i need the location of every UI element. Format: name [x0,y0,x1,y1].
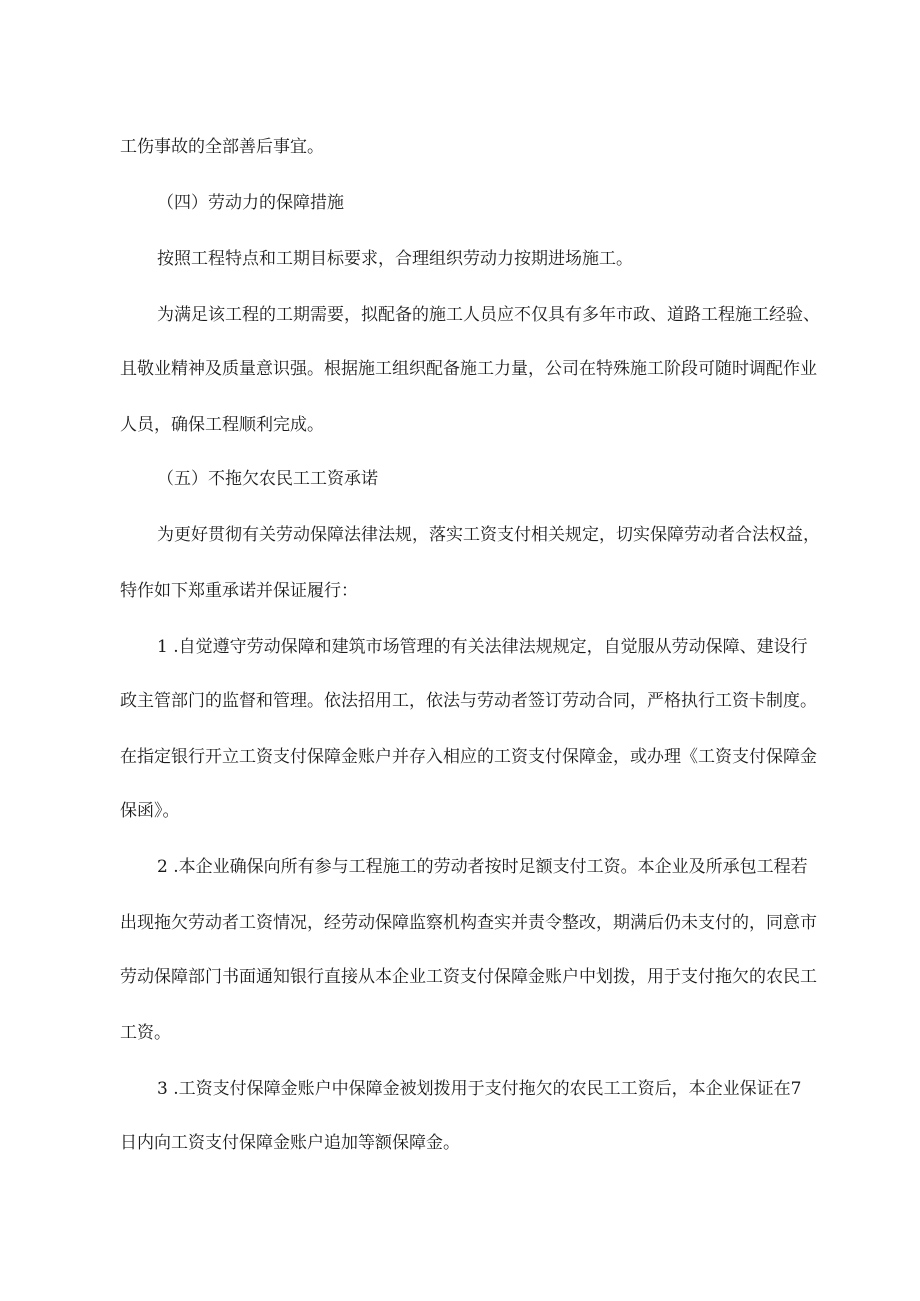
text-line: 政主管部门的监督和管理。依法招用工，依法与劳动者签订劳动合同，严格执行工资卡制度。 [120,691,817,711]
text-line: 为更好贯彻有关劳动保障法律法规，落实工资支付相关规定，切实保障劳动者合法权益， [157,525,820,545]
text-line: 3 .工资支付保障金账户中保障金被划拨用于支付拖欠的农民工工资后，本企业保证在7 [157,1079,802,1099]
text-line: 工伤事故的全部善后事宜。 [120,137,324,157]
text-line: 保函》。 [120,801,180,821]
section-heading: （五）不拖欠农民工工资承诺 [157,469,378,489]
text-line: 按照工程特点和工期目标要求，合理组织劳动力按期进场施工。 [157,249,633,269]
text-line: 特作如下郑重承诺并保证履行： [120,581,358,601]
text-line: 2 .本企业确保向所有参与工程施工的劳动者按时足额支付工资。本企业及所承包工程若 [157,857,808,877]
section-heading: （四）劳动力的保障措施 [157,193,344,213]
text-line: 出现拖欠劳动者工资情况，经劳动保障监察机构查实并责令整改，期满后仍未支付的，同意市 [120,913,817,933]
text-line: 日内向工资支付保障金账户追加等额保障金。 [120,1133,460,1153]
text-line: 劳动保障部门书面通知银行直接从本企业工资支付保障金账户中划拨，用于支付拖欠的农民工 [120,967,817,987]
text-line: 且敬业精神及质量意识强。根据施工组织配备施工力量，公司在特殊施工阶段可随时调配作业 [120,359,817,379]
text-line: 在指定银行开立工资支付保障金账户并存入相应的工资支付保障金，或办理《工资支付保障金 [120,747,817,767]
text-line: 人员，确保工程顺利完成。 [120,415,324,435]
text-line: 1 .自觉遵守劳动保障和建筑市场管理的有关法律法规规定，自觉服从劳动保障、建设行 [157,637,808,657]
text-line: 为满足该工程的工期需要，拟配备的施工人员应不仅具有多年市政、道路工程施工经验、 [157,305,820,325]
text-line: 工资。 [120,1023,171,1043]
